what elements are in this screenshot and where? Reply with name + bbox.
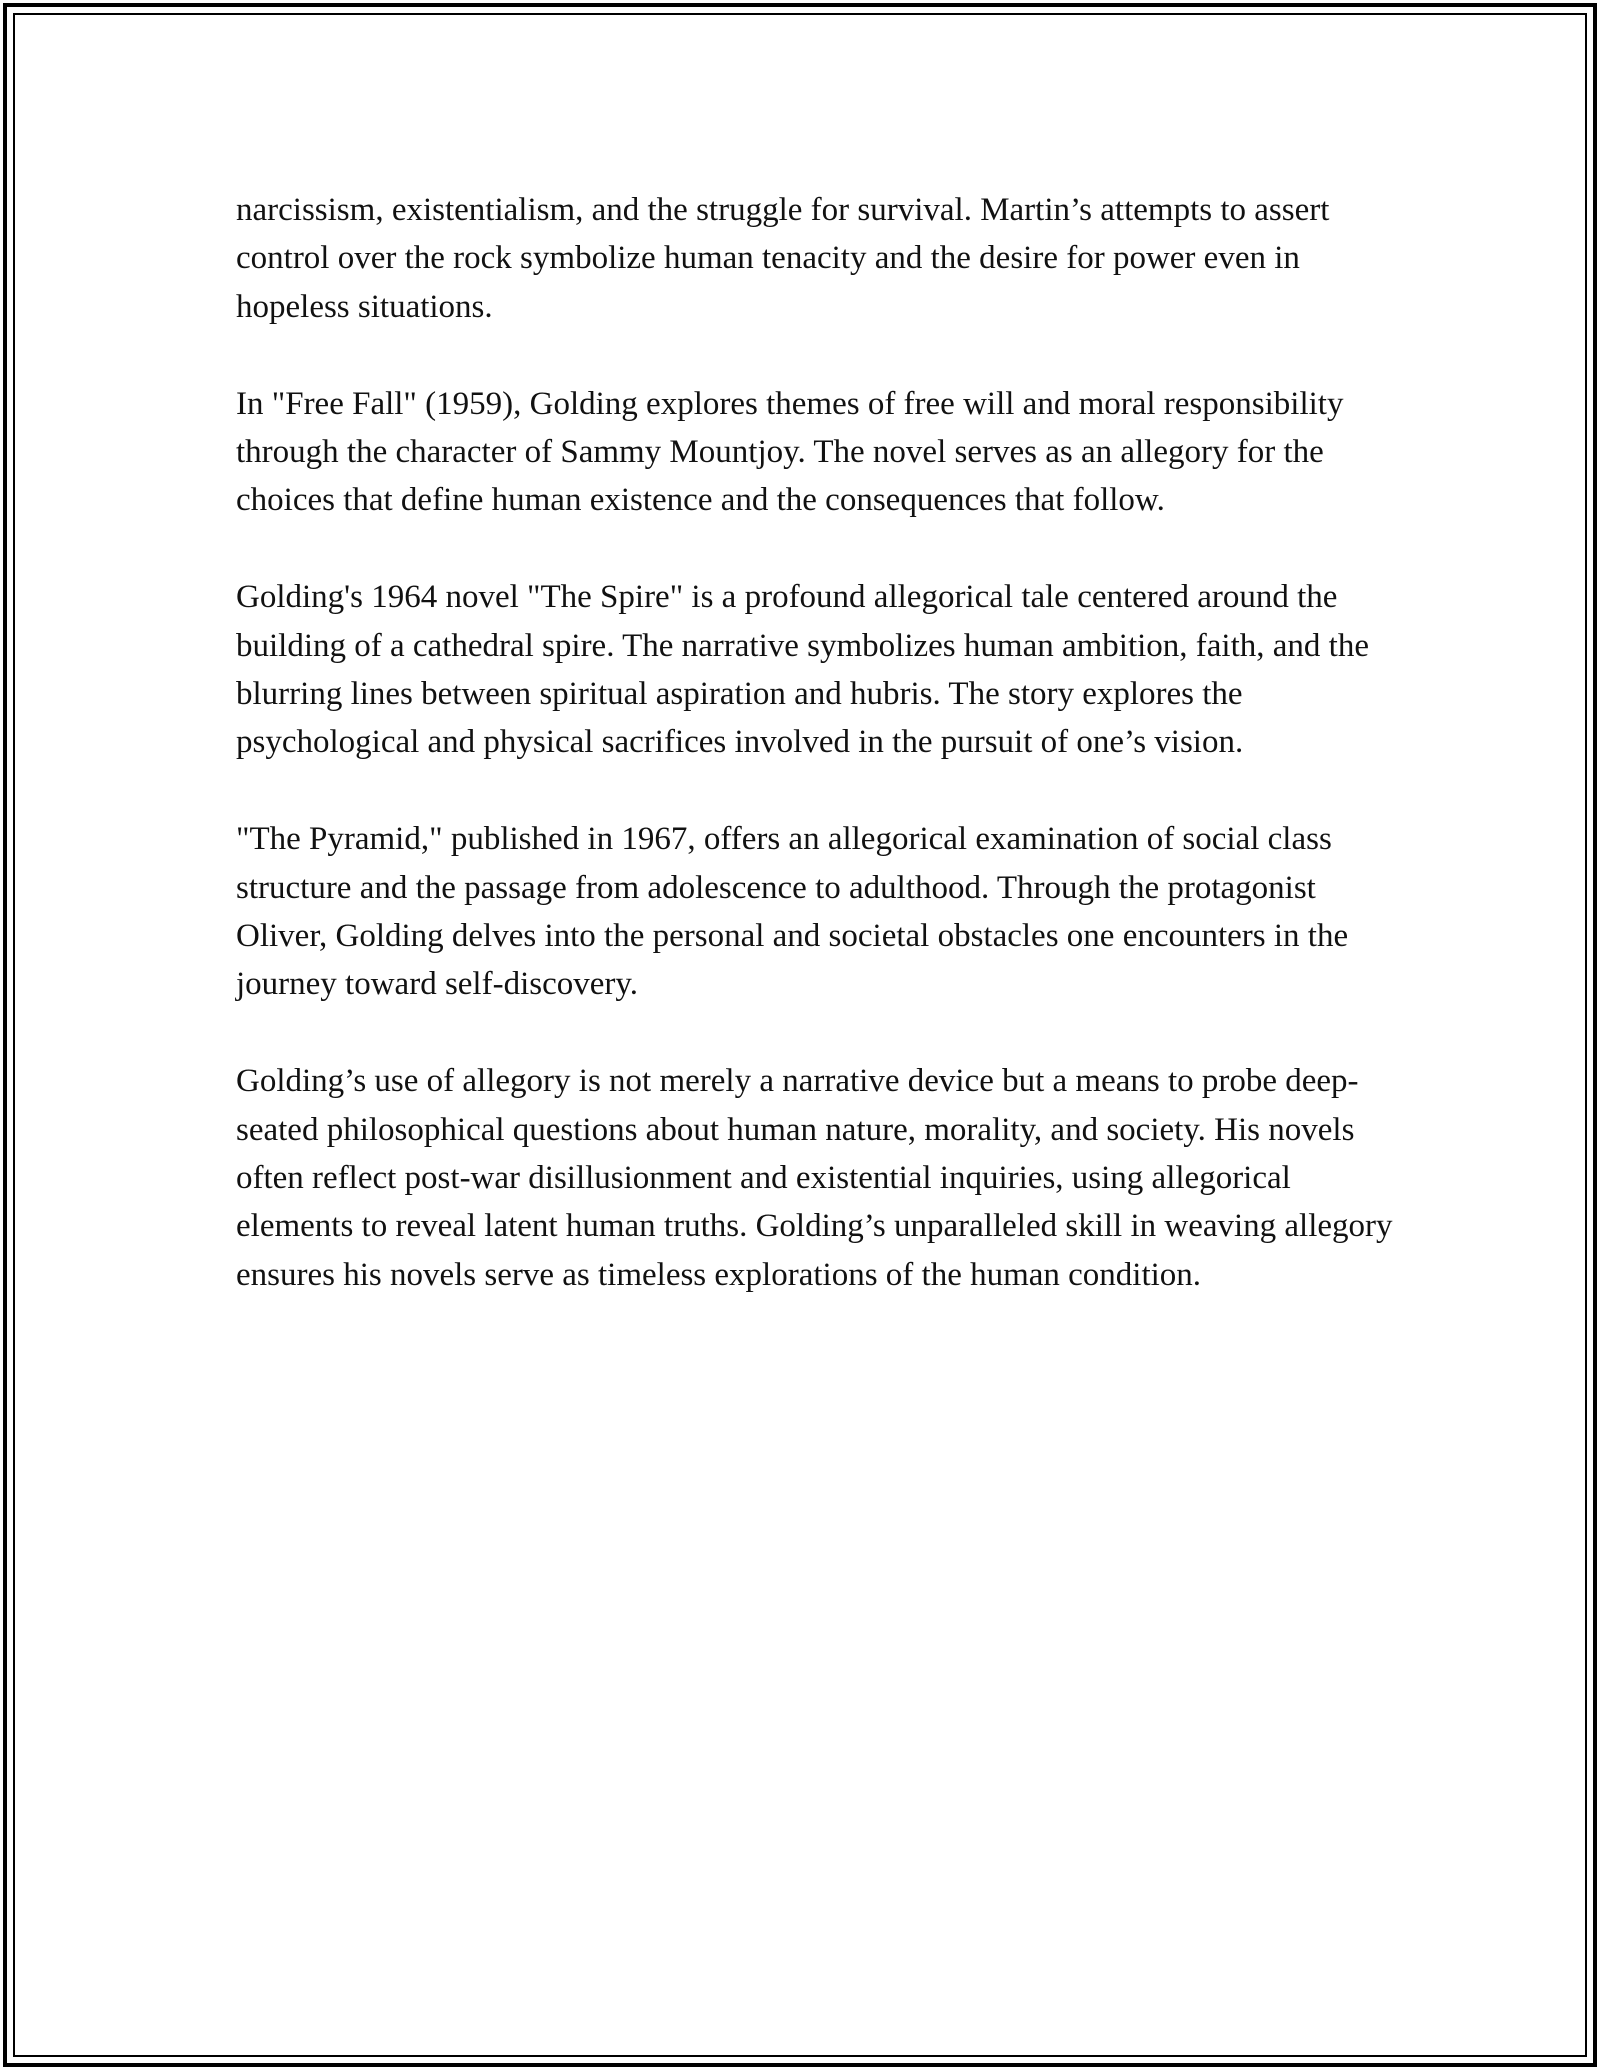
paragraph-1: narcissism, existentialism, and the struggle for survival. Martin’s attempts to assert control over the rock symbolize human tenacity and the desire for power even in hopeless situations.: [236, 192, 1330, 325]
document-body: [236, 186, 1396, 1348]
paragraph-5: Golding’s use of allegory is not merely a narrative device but a means to probe deep-seated philosophical questions about human nature, morality, and society. His novels often reflect post-war disillusionment and existential inquiries, using allegorical elements to reveal latent human truths. Golding’s unparalleled skill in weaving allegory ensures his novels serve as timeless explorations of the human condition.: [236, 1063, 1393, 1293]
paragraph-2: In "Free Fall" (1959), Golding explores themes of free will and moral responsibility through the character of Sammy Mountjoy. The novel serves as an allegory for the choices that define human existence and the consequences that follow.: [236, 385, 1344, 519]
paragraph-3: Golding's 1964 novel "The Spire" is a profound allegorical tale centered around the building of a cathedral spire. The narrative symbolizes human ambition, faith, and the blurring lines between spiritual aspiration and hubris. The story explores the psychological and physical sacrifices involved in the pursuit of one’s vision.: [236, 579, 1369, 761]
paragraph-4: "The Pyramid," published in 1967, offers an allegorical examination of social class structure and the passage from adolescence to adulthood. Through the protagonist Oliver, Golding delves into the personal and societal obstacles one encounters in the journey toward self-discovery.: [236, 821, 1349, 1003]
